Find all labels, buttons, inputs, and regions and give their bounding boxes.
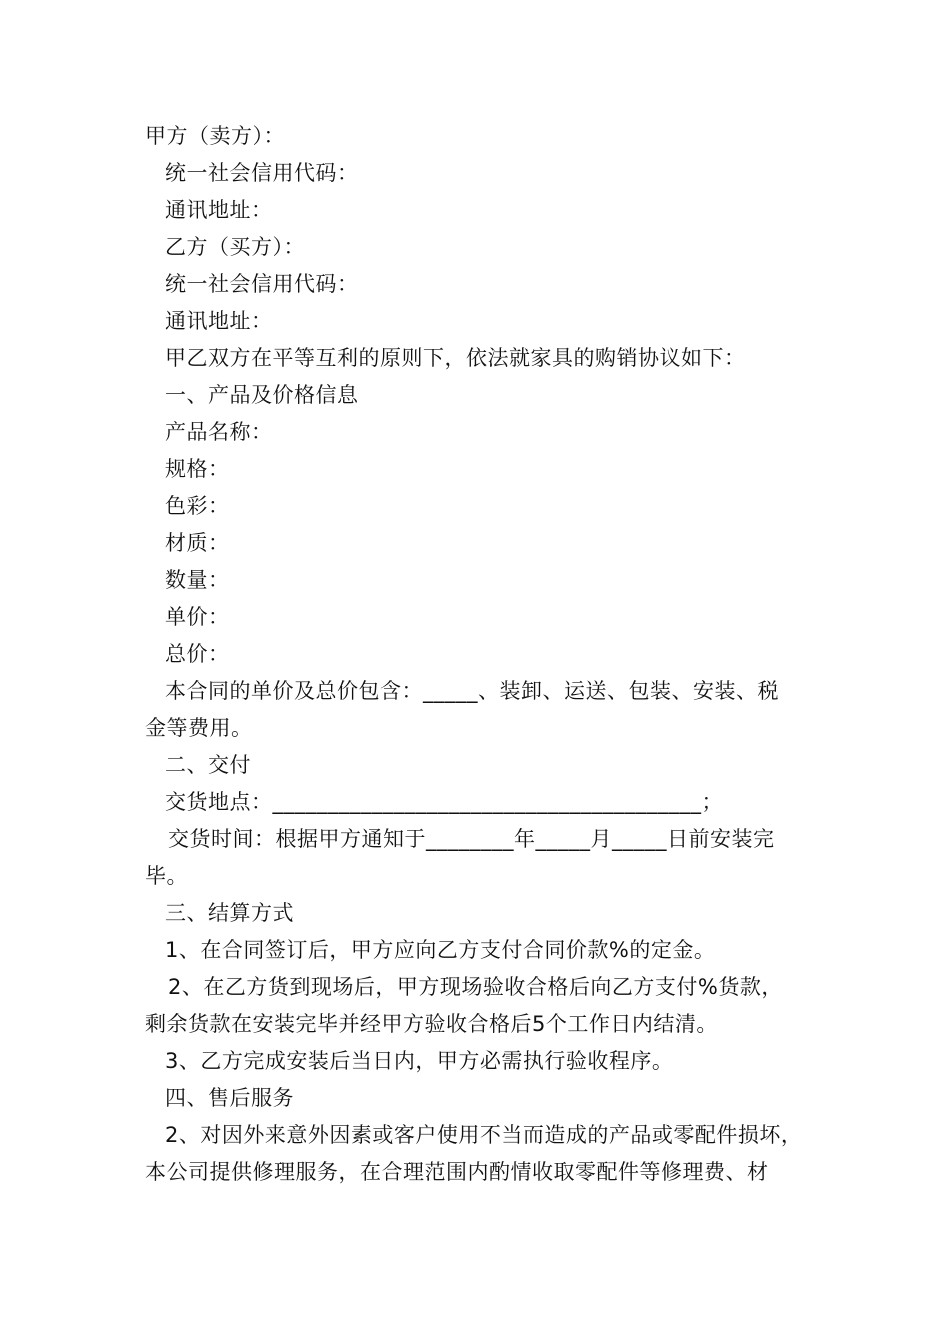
delivery-time-field: 交货时间：根据甲方通知于________年_____月_____日前安装完 bbox=[168, 827, 775, 851]
section-3-heading: 三、结算方式 bbox=[165, 901, 294, 925]
buyer-heading: 乙方（买方）： bbox=[165, 235, 305, 259]
price-includes-paragraph: 本合同的单价及总价包含：_____、装卸、运送、包装、安装、税 bbox=[165, 679, 779, 703]
unit-price-field: 单价： bbox=[165, 605, 230, 629]
agreement-intro: 甲乙双方在平等互利的原则下，依法就家具的购销协议如下： bbox=[165, 346, 746, 370]
buyer-address: 通讯地址： bbox=[165, 309, 273, 333]
total-price-field: 总价： bbox=[165, 642, 230, 666]
product-name-field: 产品名称： bbox=[165, 420, 273, 444]
material-field: 材质： bbox=[165, 531, 230, 555]
quantity-field: 数量： bbox=[165, 568, 230, 592]
settlement-item-2-continuation: 剩余货款在安装完毕并经甲方验收合格后5个工作日内结清。 bbox=[145, 1012, 718, 1036]
settlement-item-1: 1、在合同签订后，甲方应向乙方支付合同价款%的定金。 bbox=[165, 938, 716, 962]
settlement-item-2: 2、在乙方货到现场后，甲方现场验收合格后向乙方支付%货款， bbox=[168, 975, 783, 999]
section-1-heading: 一、产品及价格信息 bbox=[165, 383, 359, 407]
buyer-credit-code: 统一社会信用代码： bbox=[165, 272, 359, 296]
after-sales-item-2: 2、对因外来意外因素或客户使用不当而造成的产品或零配件损坏， bbox=[165, 1123, 803, 1147]
seller-heading: 甲方（卖方）： bbox=[145, 124, 285, 148]
seller-credit-code: 统一社会信用代码： bbox=[165, 161, 359, 185]
seller-address: 通讯地址： bbox=[165, 198, 273, 222]
section-2-heading: 二、交付 bbox=[165, 753, 251, 777]
delivery-time-continuation: 毕。 bbox=[145, 864, 188, 888]
delivery-location-field: 交货地点：_______________________________________； bbox=[165, 790, 723, 814]
spec-field: 规格： bbox=[165, 457, 230, 481]
color-field: 色彩： bbox=[165, 494, 230, 518]
price-includes-continuation: 金等费用。 bbox=[145, 716, 253, 740]
after-sales-item-2-continuation: 本公司提供修理服务，在合理范围内酌情收取零配件等修理费、材 bbox=[145, 1160, 769, 1184]
document-body bbox=[145, 118, 815, 1191]
section-4-heading: 四、售后服务 bbox=[165, 1086, 294, 1110]
settlement-item-3: 3、乙方完成安装后当日内，甲方必需执行验收程序。 bbox=[165, 1049, 674, 1073]
